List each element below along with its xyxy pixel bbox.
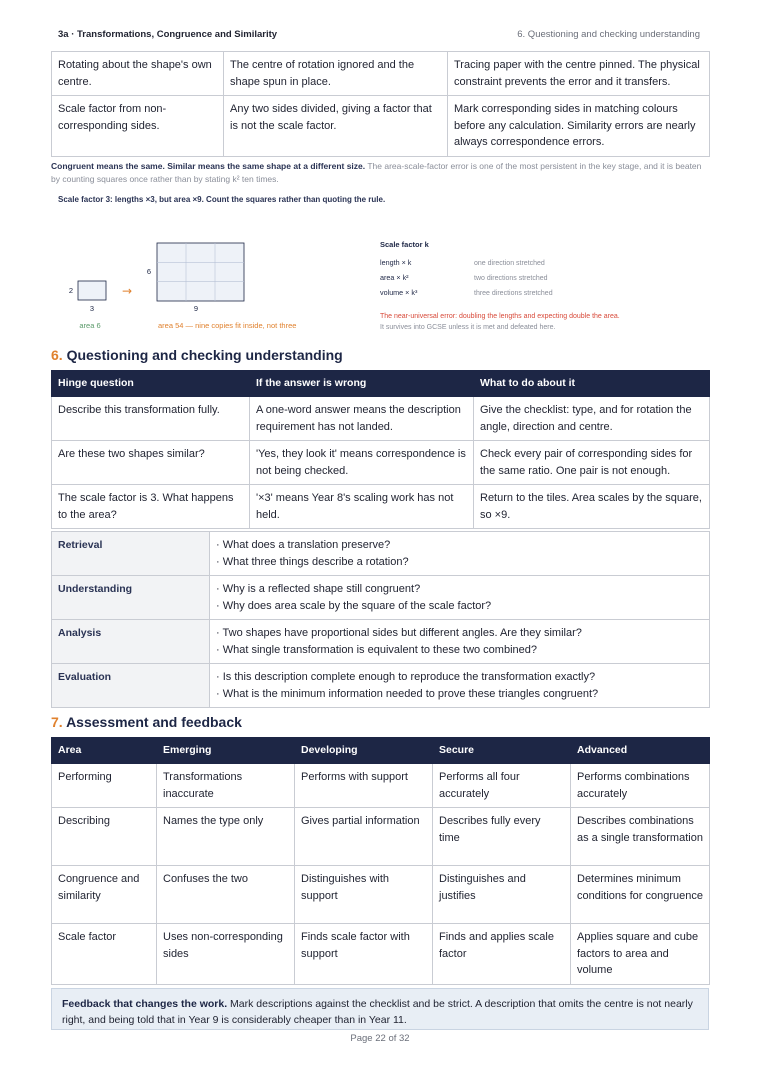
legend-desc: one direction stretched bbox=[474, 260, 545, 267]
large-area-caption: area 54 — nine copies fit inside, not three bbox=[158, 321, 297, 330]
table-cell: Finds scale factor with support bbox=[295, 924, 433, 985]
column-header: Secure bbox=[433, 738, 571, 764]
hinge-question-table bbox=[51, 370, 710, 529]
question-item: · What single transformation is equivalent to these two combined? bbox=[216, 643, 537, 656]
table-cell: Tracing paper with the centre pinned. The physical constraint prevents the error and it transfers. bbox=[448, 52, 710, 96]
scale-diagram bbox=[51, 220, 711, 338]
section-heading bbox=[51, 714, 242, 730]
question-item: · Why is a reflected shape still congruent? bbox=[216, 583, 421, 595]
large-bottom-label: 9 bbox=[193, 304, 199, 313]
table-row bbox=[52, 664, 710, 708]
table-cell: Names the type only bbox=[157, 808, 295, 866]
assessment-table bbox=[51, 737, 710, 985]
table-cell: Performing bbox=[52, 764, 157, 808]
legend-formula: area × k² bbox=[380, 273, 409, 282]
table-row bbox=[52, 532, 710, 576]
table-cell: The scale factor is 3. What happens to the area? bbox=[52, 485, 250, 529]
level-questions bbox=[210, 620, 710, 664]
level-questions bbox=[210, 532, 710, 576]
question-item: · Why does area scale by the square of the scale factor? bbox=[216, 599, 492, 612]
table-row bbox=[52, 576, 710, 620]
legend-title: Scale factor k bbox=[380, 240, 429, 249]
legend-formula: volume × k³ bbox=[380, 288, 418, 297]
large-side-label: 6 bbox=[146, 267, 152, 276]
misconception-table bbox=[51, 51, 710, 157]
large-grid bbox=[157, 243, 244, 301]
small-side-label: 2 bbox=[68, 286, 74, 295]
table-cell: The centre of rotation ignored and the shape spun in place. bbox=[224, 52, 448, 96]
section-number: 7. bbox=[51, 714, 63, 730]
table-cell: 'Yes, they look it' means correspondence is not being checked. bbox=[250, 441, 474, 485]
question-item: · What is the minimum information needed to prove these triangles congruent? bbox=[216, 687, 599, 700]
feedback-text: Mark descriptions against the checklist and be strict. A description that omits the centre is not nearly right, and being told that in Year 9 is considerably cheaper than in Year 11. bbox=[62, 998, 693, 1026]
level-label: Analysis bbox=[52, 620, 210, 664]
section-running-title: 6. Questioning and checking understanding bbox=[517, 29, 700, 40]
table-cell: Return to the tiles. Area scales by the square, so ×9. bbox=[474, 485, 710, 529]
small-area-caption: area 6 bbox=[79, 321, 101, 330]
warning-text: The near-universal error: doubling the lengths and expecting double the area. bbox=[380, 313, 620, 320]
section-heading bbox=[51, 347, 343, 363]
table-row bbox=[52, 866, 710, 924]
note-paragraph bbox=[51, 160, 711, 186]
legend-desc: three directions stretched bbox=[474, 290, 553, 297]
column-header: Area bbox=[52, 738, 157, 764]
table-cell: Performs combinations accurately bbox=[571, 764, 710, 808]
table-cell: Describing bbox=[52, 808, 157, 866]
section-number: 6. bbox=[51, 347, 63, 363]
scale-factor-note: Scale factor 3: lengths ×3, but area ×9. Count the squares rather than quoting the rule. bbox=[58, 195, 386, 204]
section-title: Questioning and checking understanding bbox=[66, 347, 343, 363]
table-cell: Give the checklist: type, and for rotation the angle, direction and centre. bbox=[474, 397, 710, 441]
level-questions bbox=[210, 664, 710, 708]
table-cell: Mark corresponding sides in matching colours before any calculation. Similarity errors are nearly always correspondence errors. bbox=[448, 96, 710, 157]
note-lead: Congruent means the same. Similar means the same shape at a different size. bbox=[51, 161, 366, 171]
column-header: What to do about it bbox=[474, 371, 710, 397]
question-item: · Is this description complete enough to reproduce the transformation exactly? bbox=[216, 671, 596, 683]
scale-factor-figure bbox=[51, 220, 711, 338]
table-cell: Any two sides divided, giving a factor that is not the scale factor. bbox=[224, 96, 448, 157]
question-item: · Two shapes have proportional sides but different angles. Are they similar? bbox=[216, 627, 582, 639]
level-label: Retrieval bbox=[52, 532, 210, 576]
feedback-callout bbox=[51, 988, 709, 1030]
document-title: 3a · Transformations, Congruence and Similarity bbox=[58, 29, 278, 40]
column-header: Hinge question bbox=[52, 371, 250, 397]
table-cell: Performs all four accurately bbox=[433, 764, 571, 808]
table-cell: Describe this transformation fully. bbox=[52, 397, 250, 441]
table-cell: A one-word answer means the description requirement has not landed. bbox=[250, 397, 474, 441]
table-cell: Distinguishes with support bbox=[295, 866, 433, 924]
legend-desc: two directions stretched bbox=[474, 275, 548, 282]
table-row bbox=[52, 764, 710, 808]
table-cell: Scale factor from non-corresponding sides. bbox=[52, 96, 224, 157]
table-cell: Applies square and cube factors to area and volume bbox=[571, 924, 710, 985]
page-header bbox=[52, 28, 708, 44]
question-levels-table bbox=[51, 531, 710, 708]
table-cell: '×3' means Year 8's scaling work has not held. bbox=[250, 485, 474, 529]
table-cell: Scale factor bbox=[52, 924, 157, 985]
table-cell: Finds and applies scale factor bbox=[433, 924, 571, 985]
table-row bbox=[52, 924, 710, 985]
table-cell: Are these two shapes similar? bbox=[52, 441, 250, 485]
table-row bbox=[52, 808, 710, 866]
column-header: Advanced bbox=[571, 738, 710, 764]
small-rectangle bbox=[78, 281, 106, 300]
legend-formula: length × k bbox=[380, 258, 412, 267]
column-header: Developing bbox=[295, 738, 433, 764]
column-header: If the answer is wrong bbox=[250, 371, 474, 397]
column-header: Emerging bbox=[157, 738, 295, 764]
table-row bbox=[52, 485, 710, 529]
table-header-row bbox=[52, 738, 710, 764]
table-row bbox=[52, 620, 710, 664]
table-cell: Confuses the two bbox=[157, 866, 295, 924]
question-item: · What three things describe a rotation? bbox=[216, 555, 409, 568]
table-cell: Determines minimum conditions for congruence bbox=[571, 866, 710, 924]
table-row bbox=[52, 96, 710, 157]
table-header-row bbox=[52, 371, 710, 397]
table-cell: Describes combinations as a single transformation bbox=[571, 808, 710, 866]
question-item: · What does a translation preserve? bbox=[216, 539, 391, 551]
warning-subtext: It survives into GCSE unless it is met and defeated here. bbox=[380, 324, 556, 331]
table-row bbox=[52, 441, 710, 485]
table-cell: Describes fully every time bbox=[433, 808, 571, 866]
table-row bbox=[52, 52, 710, 96]
table-cell: Check every pair of corresponding sides for the same ratio. One pair is not enough. bbox=[474, 441, 710, 485]
table-cell: Distinguishes and justifies bbox=[433, 866, 571, 924]
table-cell: Performs with support bbox=[295, 764, 433, 808]
table-cell: Uses non-corresponding sides bbox=[157, 924, 295, 985]
note-text: The area-scale-factor error is one of the most persistent in the key stage, and it is beaten by counting squares once rather than by stating k² ten times. bbox=[51, 161, 702, 184]
page-number: Page 22 of 32 bbox=[350, 1033, 410, 1044]
small-bottom-label: 3 bbox=[89, 304, 95, 313]
table-row bbox=[52, 397, 710, 441]
table-cell: Gives partial information bbox=[295, 808, 433, 866]
level-label: Evaluation bbox=[52, 664, 210, 708]
table-cell: Transformations inaccurate bbox=[157, 764, 295, 808]
level-label: Understanding bbox=[52, 576, 210, 620]
arrow-icon: → bbox=[121, 284, 133, 298]
level-questions bbox=[210, 576, 710, 620]
table-cell: Congruence and similarity bbox=[52, 866, 157, 924]
table-cell: Rotating about the shape's own centre. bbox=[52, 52, 224, 96]
section-title: Assessment and feedback bbox=[66, 714, 242, 730]
feedback-lead: Feedback that changes the work. bbox=[62, 998, 228, 1010]
